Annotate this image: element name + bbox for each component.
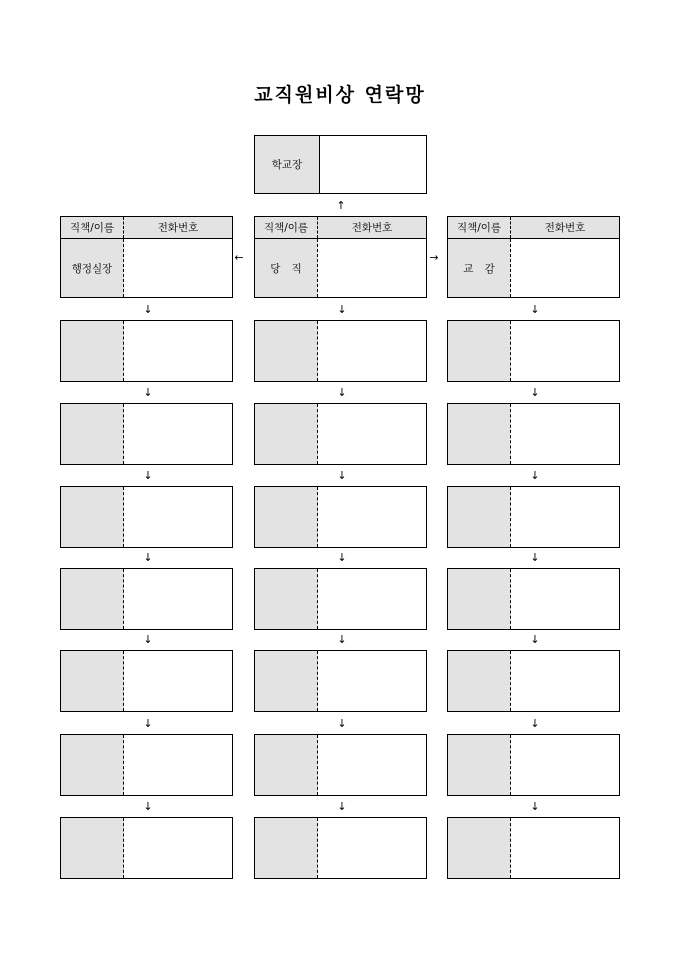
role-label: 당 직 [255,239,318,297]
role-name-field[interactable] [255,321,318,381]
arrow-down-icon: ↓ [337,386,347,399]
phone-field[interactable] [124,239,232,297]
role-name-field[interactable] [61,321,124,381]
contact-box-left [60,568,233,630]
role-name-field[interactable] [61,651,124,711]
role-name-field[interactable] [61,569,124,629]
contact-box-center [254,734,427,796]
role-name-field[interactable] [255,651,318,711]
contact-box-left [60,817,233,879]
phone-field[interactable] [511,487,619,547]
arrow-down-icon: ↓ [143,303,153,316]
header-box-center [254,216,427,298]
role-column-header: 직책/이름 [255,217,318,238]
phone-field[interactable] [511,651,619,711]
arrow-down-icon: ↓ [530,303,540,316]
contact-box-center [254,817,427,879]
contact-box-right [447,734,620,796]
contact-box-left [60,650,233,712]
phone-field[interactable] [318,818,426,878]
role-name-field[interactable] [448,404,511,464]
role-name-field[interactable] [255,569,318,629]
arrow-down-icon: ↓ [530,551,540,564]
arrow-down-icon: ↓ [530,386,540,399]
arrow-down-icon: ↓ [143,386,153,399]
role-name-field[interactable] [448,735,511,795]
contact-box-right [447,403,620,465]
phone-field[interactable] [318,321,426,381]
arrow-down-icon: ↓ [530,469,540,482]
arrow-down-icon: ↓ [337,800,347,813]
phone-field[interactable] [318,487,426,547]
role-name-field[interactable] [448,818,511,878]
role-name-field[interactable] [448,569,511,629]
arrow-down-icon: ↓ [143,717,153,730]
role-name-field[interactable] [61,487,124,547]
header-box-right [447,216,620,298]
phone-field[interactable] [511,569,619,629]
header-box-left [60,216,233,298]
arrow-down-icon: ↓ [337,633,347,646]
role-label: 교 감 [448,239,511,297]
contact-box-right [447,568,620,630]
contact-box-right [447,650,620,712]
arrow-down-icon: ↓ [337,551,347,564]
contact-box-left [60,486,233,548]
phone-field[interactable] [511,818,619,878]
phone-field[interactable] [318,569,426,629]
phone-field[interactable] [318,735,426,795]
phone-field[interactable] [318,651,426,711]
arrow-down-icon: ↓ [337,303,347,316]
arrow-down-icon: ↓ [143,633,153,646]
role-name-field[interactable] [448,321,511,381]
phone-field[interactable] [318,404,426,464]
role-name-field[interactable] [255,735,318,795]
page-title: 교직원비상 연락망 [254,84,426,106]
phone-field[interactable] [511,735,619,795]
phone-field[interactable] [124,487,232,547]
arrow-down-icon: ↓ [143,469,153,482]
contact-box-right [447,486,620,548]
role-column-header: 직책/이름 [448,217,511,238]
contact-box-center [254,486,427,548]
contact-box-left [60,320,233,382]
phone-field[interactable] [511,321,619,381]
role-label: 행정실장 [61,239,124,297]
phone-field[interactable] [124,818,232,878]
arrow-down-icon: ↓ [337,469,347,482]
contact-box-center [254,403,427,465]
contact-box-center [254,650,427,712]
contact-box-center [254,568,427,630]
role-name-field[interactable] [448,651,511,711]
phone-field[interactable] [124,569,232,629]
phone-field[interactable] [511,239,619,297]
principal-role: 학교장 [255,136,320,193]
role-name-field[interactable] [61,818,124,878]
role-column-header: 직책/이름 [61,217,124,238]
role-name-field[interactable] [255,404,318,464]
phone-column-header: 전화번호 [351,222,393,234]
phone-field[interactable] [318,239,426,297]
arrow-down-icon: ↓ [143,551,153,564]
contact-box-right [447,817,620,879]
phone-column-header: 전화번호 [544,222,586,234]
contact-box-center [254,320,427,382]
role-name-field[interactable] [61,404,124,464]
phone-field[interactable] [124,735,232,795]
principal-phone-field[interactable] [320,136,426,193]
arrow-down-icon: ↓ [530,633,540,646]
phone-field[interactable] [124,651,232,711]
arrow-down-icon: ↓ [337,717,347,730]
role-name-field[interactable] [61,735,124,795]
principal-box [254,135,427,194]
role-name-field[interactable] [448,487,511,547]
arrow-down-icon: ↓ [530,800,540,813]
contact-box-left [60,734,233,796]
arrow-up-icon: ↑ [336,199,346,212]
contact-box-right [447,320,620,382]
phone-field[interactable] [511,404,619,464]
arrow-down-icon: ↓ [143,800,153,813]
phone-field[interactable] [124,321,232,381]
role-name-field[interactable] [255,487,318,547]
phone-field[interactable] [124,404,232,464]
arrow-down-icon: ↓ [530,717,540,730]
phone-column-header: 전화번호 [157,222,199,234]
arrow-left-icon: ← [234,251,244,264]
arrow-right-icon: → [429,251,439,264]
role-name-field[interactable] [255,818,318,878]
contact-box-left [60,403,233,465]
